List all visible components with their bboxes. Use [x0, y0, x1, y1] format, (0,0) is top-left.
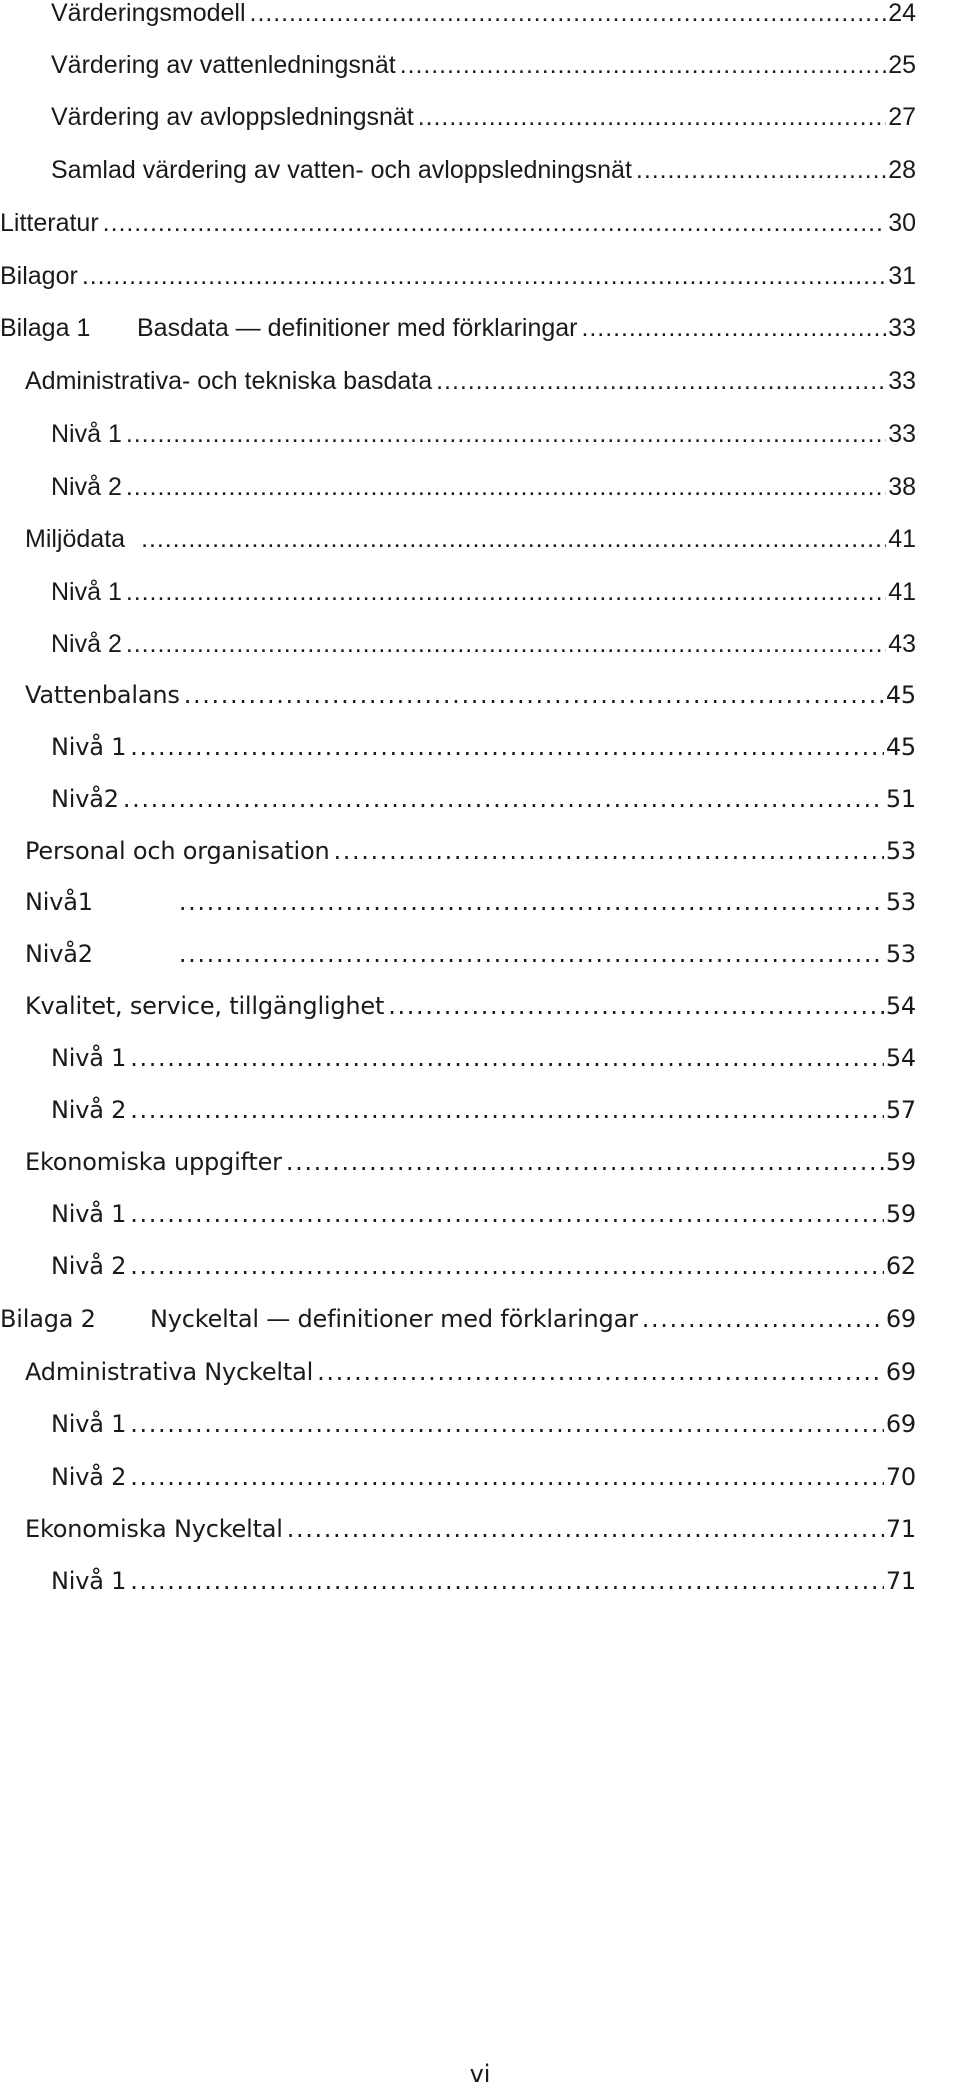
toc-entry[interactable]: [25, 1349, 916, 1395]
toc-entry-page-number: 27: [888, 103, 916, 131]
toc-dot-leader: [126, 569, 886, 615]
toc-dot-leader: [334, 828, 884, 874]
toc-dot-leader: [130, 1401, 884, 1447]
toc-entry-label: Värdering av vattenledningsnät: [51, 51, 396, 79]
toc-entry-page-number: 24: [888, 0, 916, 27]
toc-entry-page-number: 57: [885, 1096, 916, 1124]
toc-entry-label: Nivå 1: [51, 733, 127, 761]
toc-entry-label: Nivå 2: [51, 1252, 127, 1280]
toc-entry-label: Nivå 1: [51, 420, 122, 448]
toc-entry-page-number: 30: [888, 209, 916, 237]
toc-entry[interactable]: [51, 1243, 916, 1289]
toc-dot-leader: [582, 305, 887, 351]
toc-entry-label: Värderingsmodell: [51, 0, 246, 27]
toc-entry[interactable]: [25, 358, 916, 404]
toc-entry[interactable]: [51, 569, 916, 615]
toc-dot-leader: [130, 1243, 884, 1289]
toc-dot-leader: [141, 516, 886, 562]
toc-entry-page-number: 28: [888, 156, 916, 184]
toc-entry-page-number: 54: [885, 992, 916, 1020]
toc-dot-leader: [636, 147, 886, 193]
toc-entry[interactable]: [51, 776, 916, 822]
toc-entry[interactable]: [51, 724, 916, 770]
toc-entry[interactable]: [51, 411, 916, 457]
toc-entry-label: Administrativa Nyckeltal: [25, 1358, 314, 1386]
toc-entry-page-number: 45: [885, 681, 916, 709]
toc-entry-page-number: 70: [885, 1463, 916, 1491]
toc-dot-leader: [130, 1087, 884, 1133]
toc-entry-page-number: 69: [885, 1410, 916, 1438]
toc-entry[interactable]: [0, 200, 916, 246]
toc-dot-leader: [179, 931, 884, 977]
toc-entry[interactable]: [51, 1191, 916, 1237]
toc-entry-page-number: 33: [888, 367, 916, 395]
toc-entry[interactable]: [0, 253, 916, 299]
toc-entry-label: Nivå 2: [51, 630, 122, 658]
toc-entry-page-number: 41: [888, 578, 916, 606]
toc-dot-leader: [82, 253, 886, 299]
toc-dot-leader: [130, 1191, 884, 1237]
toc-entry[interactable]: [25, 516, 916, 562]
toc-entry[interactable]: [51, 1454, 916, 1500]
toc-dot-leader: [123, 776, 884, 822]
toc-entry[interactable]: [51, 147, 916, 193]
toc-entry-label: Litteratur: [0, 209, 99, 237]
toc-dot-leader: [103, 200, 887, 246]
toc-entry-page-number: 31: [888, 262, 916, 290]
toc-entry-label: Basdata — definitioner med förklaringar: [137, 314, 578, 342]
toc-dot-leader: [436, 358, 886, 404]
toc-entry-label: Värdering av avloppsledningsnät: [51, 103, 414, 131]
toc-entry-label: Samlad värdering av vatten- och avloppsledningsnät: [51, 156, 632, 184]
toc-entry-page-number: 71: [885, 1515, 916, 1543]
toc-entry-label: Nivå 1: [51, 1567, 127, 1595]
page-number-footer: vi: [469, 2060, 491, 2088]
toc-entry-page-number: 53: [885, 837, 916, 865]
toc-dot-leader: [130, 1558, 884, 1604]
toc-dot-leader: [388, 983, 884, 1029]
toc-entry-label: Administrativa- och tekniska basdata: [25, 367, 433, 395]
toc-entry[interactable]: [25, 828, 916, 874]
toc-entry[interactable]: [25, 879, 916, 925]
toc-dot-leader: [250, 0, 887, 36]
toc-entry-label: Personal och organisation: [25, 837, 330, 865]
toc-entry-label: Nivå 2: [51, 1096, 127, 1124]
toc-entry-label: Nivå 1: [51, 1044, 127, 1072]
toc-dot-leader: [287, 1506, 884, 1552]
toc-entry-label: Nivå 2: [51, 1463, 127, 1491]
toc-dot-leader: [126, 411, 886, 457]
toc-entry[interactable]: [51, 1035, 916, 1081]
toc-entry[interactable]: [51, 1558, 916, 1604]
toc-dot-leader: [286, 1139, 884, 1185]
toc-entry-label: Ekonomiska uppgifter: [25, 1148, 282, 1176]
toc-entry-appendix-prefix: Bilaga 1: [0, 314, 91, 342]
toc-entry-label: Nivå 1: [51, 1410, 127, 1438]
toc-entry-label: Nivå 2: [51, 473, 122, 501]
toc-entry-label: Ekonomiska Nyckeltal: [25, 1515, 283, 1543]
toc-entry[interactable]: [0, 305, 916, 351]
toc-entry-page-number: 62: [885, 1252, 916, 1280]
toc-entry-page-number: 69: [885, 1305, 916, 1333]
toc-entry-page-number: 59: [885, 1148, 916, 1176]
toc-entry-label: Vattenbalans: [25, 681, 180, 709]
toc-entry[interactable]: [25, 931, 916, 977]
toc-entry[interactable]: [51, 1401, 916, 1447]
toc-entry-page-number: 41: [888, 525, 916, 553]
toc-entry-page-number: 53: [885, 888, 916, 916]
toc-entry-label: Miljödata: [25, 525, 126, 553]
toc-entry-label: Kvalitet, service, tillgänglighet: [25, 992, 385, 1020]
toc-entry-label: Bilagor: [0, 262, 78, 290]
toc-entry-page-number: 33: [888, 314, 916, 342]
toc-dot-leader: [130, 724, 884, 770]
toc-entry-appendix-prefix: Bilaga 2: [0, 1305, 96, 1333]
toc-entry[interactable]: [51, 1087, 916, 1133]
toc-entry-page-number: 53: [885, 940, 916, 968]
toc-dot-leader: [179, 879, 884, 925]
toc-entry[interactable]: [51, 94, 916, 140]
toc-entry[interactable]: [25, 983, 916, 1029]
toc-entry-label: Nivå 1: [51, 1200, 127, 1228]
toc-entry-label: Nivå2: [51, 785, 119, 813]
toc-entry-page-number: 33: [888, 420, 916, 448]
toc-entry[interactable]: [51, 464, 916, 510]
toc-entry-label: Nivå 1: [51, 578, 122, 606]
toc-entry-page-number: 38: [888, 473, 916, 501]
toc-entry-page-number: 45: [885, 733, 916, 761]
toc-entry[interactable]: [25, 672, 916, 718]
toc-dot-leader: [126, 464, 886, 510]
toc-entry-page-number: 25: [888, 51, 916, 79]
toc-entry[interactable]: [51, 621, 916, 667]
toc-dot-leader: [184, 672, 884, 718]
toc-dot-leader: [130, 1454, 884, 1500]
toc-entry[interactable]: [25, 1506, 916, 1552]
toc-entry[interactable]: [51, 42, 916, 88]
toc-entry-label: Nivå2: [25, 940, 93, 968]
toc-entry-page-number: 59: [885, 1200, 916, 1228]
toc-entry-page-number: 69: [885, 1358, 916, 1386]
toc-dot-leader: [126, 621, 886, 667]
toc-entry[interactable]: [25, 1139, 916, 1185]
toc-entry[interactable]: [0, 1296, 916, 1342]
toc-entry-page-number: 71: [885, 1567, 916, 1595]
toc-entry[interactable]: [51, 0, 916, 36]
toc-entry-page-number: 54: [885, 1044, 916, 1072]
toc-dot-leader: [130, 1035, 884, 1081]
toc-dot-leader: [642, 1296, 884, 1342]
toc-entry-label: Nyckeltal — definitioner med förklaringar: [150, 1305, 638, 1333]
toc-dot-leader: [400, 42, 887, 88]
toc-entry-page-number: 43: [888, 630, 916, 658]
toc-entry-label: Nivå1: [25, 888, 93, 916]
toc-dot-leader: [418, 94, 886, 140]
toc-entry-page-number: 51: [885, 785, 916, 813]
toc-dot-leader: [317, 1349, 884, 1395]
